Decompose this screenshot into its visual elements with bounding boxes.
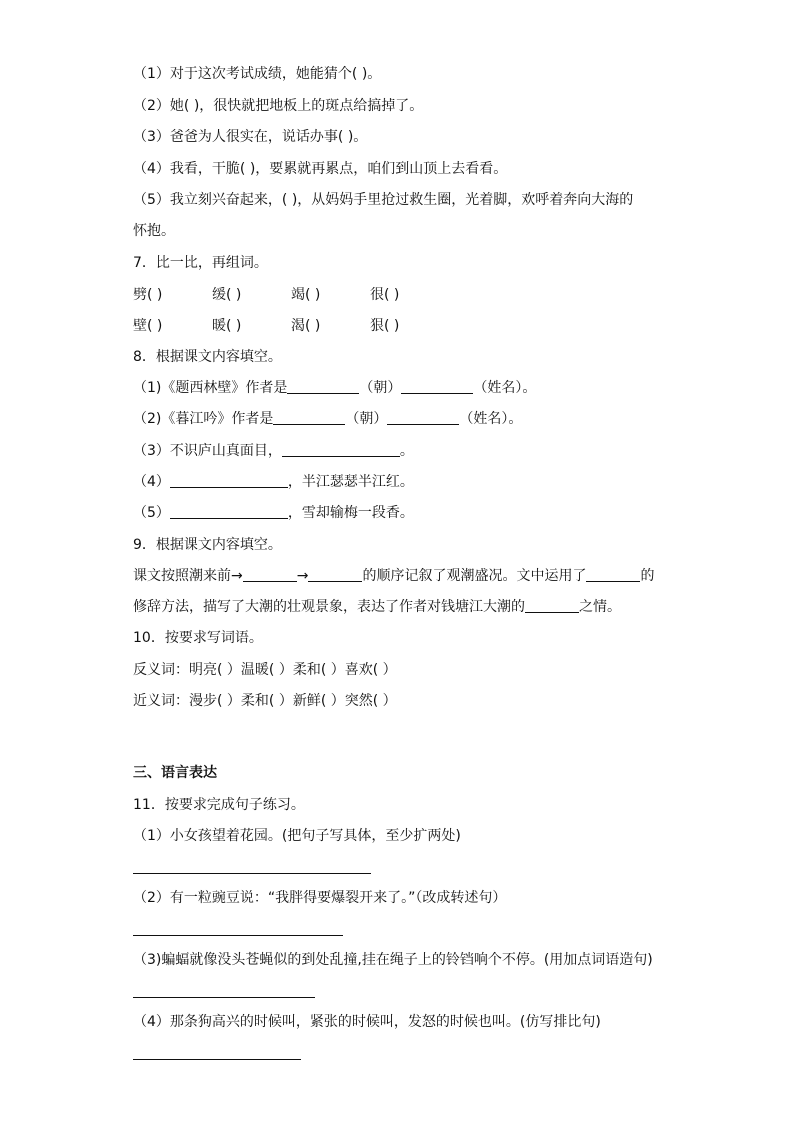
q7-word: 暖( ): [212, 318, 242, 334]
q8-item-2-dynasty: （朝）: [345, 411, 388, 427]
q8-item-1: [133, 378, 536, 398]
fill-blank[interactable]: [586, 567, 640, 582]
fill-blank[interactable]: [273, 410, 345, 425]
fill-blank[interactable]: [170, 504, 288, 519]
q6-item-2: （2）她( )，很快就把地板上的斑点给搞掉了。: [133, 98, 424, 114]
q8-item-4-text: ，半江瑟瑟半江红。: [287, 474, 414, 490]
q9-text-f: 之情。: [579, 599, 621, 615]
fill-blank[interactable]: [525, 598, 579, 613]
q7-word: 缓( ): [212, 287, 242, 303]
q9-arrow: →: [296, 568, 309, 584]
fill-blank[interactable]: [282, 442, 400, 457]
q7-title: 7．比一比，再组词。: [133, 255, 268, 271]
answer-line[interactable]: [133, 873, 371, 874]
q7-word: 竭( ): [291, 287, 321, 303]
q6-item-5-cont: 怀抱。: [133, 223, 175, 239]
q10-antonyms: 反义词：明亮( ）温暖( ）柔和( ）喜欢( ）: [133, 662, 397, 678]
q8-item-4-num: （4）: [133, 474, 170, 490]
q7-word: 狠( ): [370, 318, 400, 334]
q7-row-1: [133, 285, 399, 305]
q7-word: 劈( ): [133, 287, 163, 303]
fill-blank[interactable]: [243, 567, 297, 582]
fill-blank[interactable]: [170, 473, 288, 488]
fill-blank[interactable]: [401, 379, 473, 394]
q8-item-5: [133, 503, 414, 523]
q8-title: 8．根据课文内容填空。: [133, 349, 282, 365]
q10-synonyms: 近义词：漫步( ）柔和( ）新鲜( ）突然( ）: [133, 693, 397, 709]
section-heading: 三、语言表达: [133, 765, 217, 781]
fill-blank[interactable]: [308, 567, 362, 582]
q6-item-4: （4）我看，干脆( )，要累就再累点，咱们到山顶上去看看。: [133, 161, 508, 177]
fill-blank[interactable]: [287, 379, 359, 394]
q8-item-3: [133, 441, 414, 461]
q9-text-e: 修辞方法，描写了大潮的壮观景象，表达了作者对钱塘江大潮的: [133, 599, 525, 615]
q9-text-c: 的顺序记叙了观潮盛况。文中运用了: [362, 568, 587, 584]
q7-word: 很( ): [370, 287, 400, 303]
answer-line[interactable]: [133, 935, 343, 936]
q9-line-1: [133, 566, 654, 586]
q8-item-1-text: （1)《题西林壁》作者是: [133, 380, 288, 396]
q8-item-1-name: （姓名）。: [473, 380, 537, 396]
q6-item-1: （1）对于这次考试成绩，她能猜个( )。: [133, 66, 382, 82]
q6-item-3: （3）爸爸为人很实在，说话办事( )。: [133, 129, 368, 145]
q11-sentence-4: （4）那条狗高兴的时候叫，紧张的时候叫，发怒的时候也叫。(仿写排比句): [133, 1014, 601, 1030]
q11-title: 11．按要求完成句子练习。: [133, 797, 305, 813]
q6-item-5: （5）我立刻兴奋起来，( )，从妈妈手里抢过救生圈，光着脚，欢呼着奔向大海的: [133, 192, 634, 208]
q11-sentence-1: （1）小女孩望着花园。(把句子写具体，至少扩两处): [133, 828, 461, 844]
q8-item-2-name: （姓名）。: [459, 411, 523, 427]
q8-item-1-dynasty: （朝）: [359, 380, 402, 396]
q8-item-5-num: （5）: [133, 505, 170, 521]
q7-word: 渴( ): [291, 318, 321, 334]
q8-item-2-text: （2)《暮江吟》作者是: [133, 411, 274, 427]
q11-sentence-3: （3)蝙蝠就像没头苍蝇似的到处乱撞,挂在绳子上的铃铛响个不停。(用加点词语造句): [133, 952, 653, 968]
q10-title: 10．按要求写词语。: [133, 630, 263, 646]
q11-sentence-2: （2）有一粒豌豆说：“我胖得要爆裂开来了。”（改成转述句）: [133, 890, 507, 906]
q8-item-2: [133, 409, 522, 429]
q9-line-2: [133, 597, 621, 617]
q8-item-3-text: （3）不识庐山真面目，: [133, 443, 282, 459]
q9-title: 9．根据课文内容填空。: [133, 537, 282, 553]
q7-row-2: [133, 316, 399, 336]
fill-blank[interactable]: [387, 410, 459, 425]
q8-item-4: [133, 472, 414, 492]
q9-text-a: 课文按照潮来前→: [133, 568, 243, 584]
q9-text-d: 的: [640, 568, 655, 584]
answer-line[interactable]: [133, 1059, 301, 1060]
answer-line[interactable]: [133, 997, 315, 998]
q7-word: 壁( ): [133, 318, 163, 334]
q8-item-5-text: ，雪却输梅一段香。: [287, 505, 414, 521]
q8-item-3-end: 。: [399, 443, 414, 459]
